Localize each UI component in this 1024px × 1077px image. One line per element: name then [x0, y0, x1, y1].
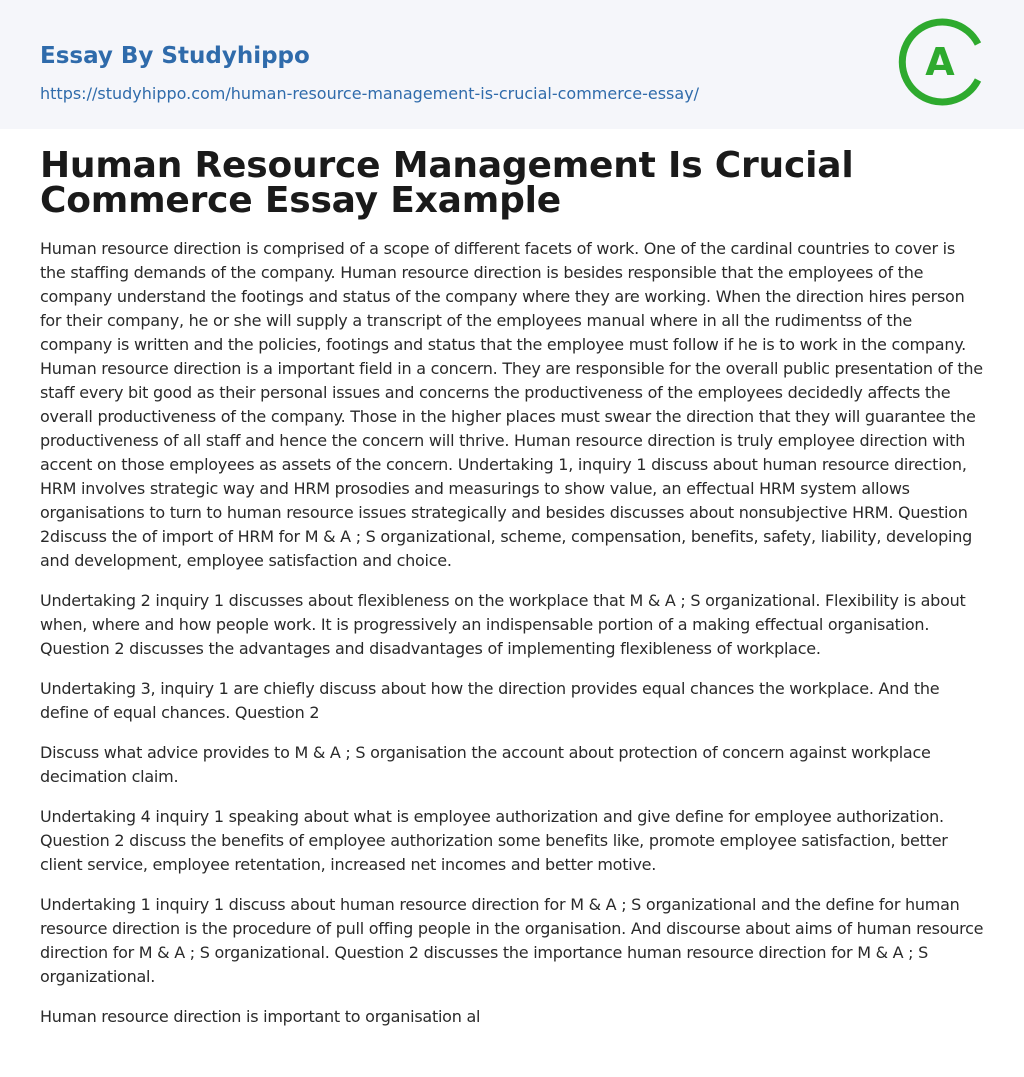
page-title: Human Resource Management Is Crucial Commerce Essay Example — [40, 145, 854, 221]
paragraph-4: Discuss what advice provides to M & A ; S organisation the account about protection of concern against workplace decimation claim. — [40, 743, 931, 786]
paragraph-7: Human resource direction is important to organisation al — [40, 1007, 481, 1026]
site-header — [0, 0, 1024, 129]
article-url-link[interactable]: https://studyhippo.com/human-resource-management-is-crucial-commerce-essay/ — [40, 84, 700, 103]
site-title[interactable]: Essay By Studyhippo — [40, 43, 310, 69]
logo-letter: A — [925, 40, 955, 84]
paragraph-5: Undertaking 4 inquiry 1 speaking about what is employee authorization and give define for employee authorization. Question 2 discuss the benefits of employee authorization some benefits like, promote employee satisfaction, better client service, employee retentation, increased net incomes and better motive. — [40, 807, 948, 874]
studyhippo-logo-icon[interactable] — [898, 18, 986, 106]
paragraph-6: Undertaking 1 inquiry 1 discuss about human resource direction for M & A ; S organizational and the define for human resource direction is the procedure of pull offing people in the organisation. And discourse about aims of human resource direction for M & A ; S organizational. Question 2 discusses the importance human resource direction for M & A ; S organizational. — [40, 895, 984, 986]
paragraph-2: Undertaking 2 inquiry 1 discusses about flexibleness on the workplace that M & A ; S organizational. Flexibility is about when, where and how people work. It is progressively an indispensable portion of a making effectual organisation. Question 2 discusses the advantages and disadvantages of implementing flexibleness of workplace. — [40, 591, 966, 658]
paragraph-3: Undertaking 3, inquiry 1 are chiefly discuss about how the direction provides equal chances the workplace. And the define of equal chances. Question 2 — [40, 679, 940, 722]
paragraph-1: Human resource direction is comprised of a scope of different facets of work. One of the cardinal countries to cover is the staffing demands of the company. Human resource direction is besides responsible that the employees of the company understand the footings and status of the company where they are working. When the direction hires person for their company, he or she will supply a transcript of the employees manual where in all the rudimentss of the company is written and the policies, footings and status that the employee must follow if he is to work in the company. Human resource direction is a important field in a concern. They are responsible for the overall public presentation of the staff every bit good as their personal issues and concerns the productiveness of the employees decidedly affects the overall productiveness of the company. Those in the higher places must swear the direction that they will guarantee the productiveness of all staff and hence the concern will thrive. Human resource direction is truly employee direction with accent on those employees as assets of the concern. Undertaking 1, inquiry 1 discuss about human resource direction, HRM involves strategic way and HRM prosodies and measurings to show value, an effectual HRM system allows organisations to turn to human resource issues strategically and besides discusses about nonsubjective HRM. Question 2discuss the of import of HRM for M & A ; S organizational, scheme, compensation, benefits, safety, liability, developing and development, employee satisfaction and choice. — [40, 239, 983, 570]
article — [40, 145, 984, 1045]
